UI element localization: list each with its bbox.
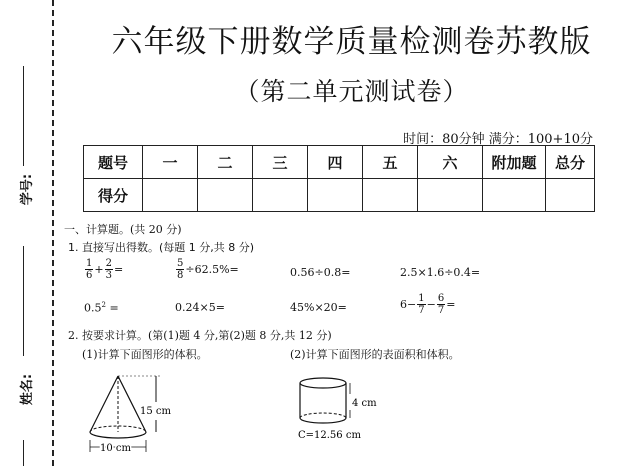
cone-diameter-label: 10 cm — [100, 443, 131, 454]
score-input-cell[interactable] — [308, 179, 363, 212]
expr-8: 6− $\frac{1}{7}$ − $\frac{6}{7}$ = — [400, 293, 456, 316]
cylinder-figure — [290, 372, 400, 452]
q2-part2: (2)计算下面图形的表面积和体积。 — [290, 348, 460, 361]
cut-line — [52, 0, 54, 466]
student-number-label: 学号: — [20, 173, 36, 206]
cylinder-height-label: 4 cm — [352, 398, 377, 409]
page-title: 六年级下册数学质量检测卷苏教版 — [111, 24, 592, 60]
expr-2: $\frac{5}{8}$ ÷62.5%= — [177, 258, 239, 281]
cone-height-label: 15 cm — [140, 406, 171, 417]
name-line — [23, 246, 24, 356]
score-input-cell[interactable] — [418, 179, 483, 212]
score-input-cell[interactable] — [253, 179, 308, 212]
score-input-cell[interactable] — [546, 179, 595, 212]
score-row-label: 得分 — [84, 179, 143, 212]
score-cell-header: 三 — [253, 146, 308, 179]
score-cell-header: 题号 — [84, 146, 143, 179]
expr-7: 45%×20= — [290, 301, 347, 314]
exam-meta: 时间：80分钟 满分：100+10分 — [403, 132, 593, 147]
score-input-cell[interactable] — [198, 179, 253, 212]
expr-6: 0.24×5= — [175, 301, 225, 314]
score-cell-header: 四 — [308, 146, 363, 179]
score-input-cell[interactable] — [363, 179, 418, 212]
cone-left-edge — [90, 376, 118, 432]
score-cell-header: 二 — [198, 146, 253, 179]
score-table-score-row — [84, 179, 595, 212]
expr-4: 2.5×1.6÷0.4= — [400, 266, 481, 279]
score-cell-header: 一 — [143, 146, 198, 179]
cylinder-base-back — [300, 413, 346, 418]
cone-right-edge — [118, 376, 146, 432]
student-number-line — [23, 66, 24, 166]
score-input-cell[interactable] — [483, 179, 546, 212]
q2-part1: (1)计算下面图形的体积。 — [82, 348, 208, 361]
score-cell-header: 总分 — [546, 146, 595, 179]
cone-figure — [80, 370, 190, 466]
name-label: 姓名: — [20, 373, 36, 406]
page-subtitle: （第二单元测试卷） — [234, 77, 469, 106]
cylinder-circumference-label: C=12.56 cm — [298, 430, 361, 441]
cylinder-top — [300, 378, 346, 388]
expr-3: 0.56÷0.8= — [290, 266, 351, 279]
score-cell-header: 六 — [418, 146, 483, 179]
score-table — [83, 145, 595, 212]
section1-heading: 一、计算题。(共 20 分) — [64, 223, 182, 236]
cone-base-front — [90, 432, 146, 438]
score-table-header-row — [84, 146, 595, 179]
q2-heading: 2. 按要求计算。(第(1)题 4 分,第(2)题 8 分,共 12 分) — [68, 329, 332, 342]
class-line — [23, 440, 24, 466]
score-input-cell[interactable] — [143, 179, 198, 212]
score-cell-header: 附加题 — [483, 146, 546, 179]
expr-1: $\frac{1}{6}$ + $\frac{2}{3}$ = — [86, 258, 124, 281]
binding-margin — [0, 0, 66, 466]
score-cell-header: 五 — [363, 146, 418, 179]
q1-heading: 1. 直接写出得数。(每题 1 分,共 8 分) — [68, 241, 255, 254]
cylinder-base-front — [300, 418, 346, 423]
expr-5: $0.5^2$ = — [84, 301, 119, 315]
